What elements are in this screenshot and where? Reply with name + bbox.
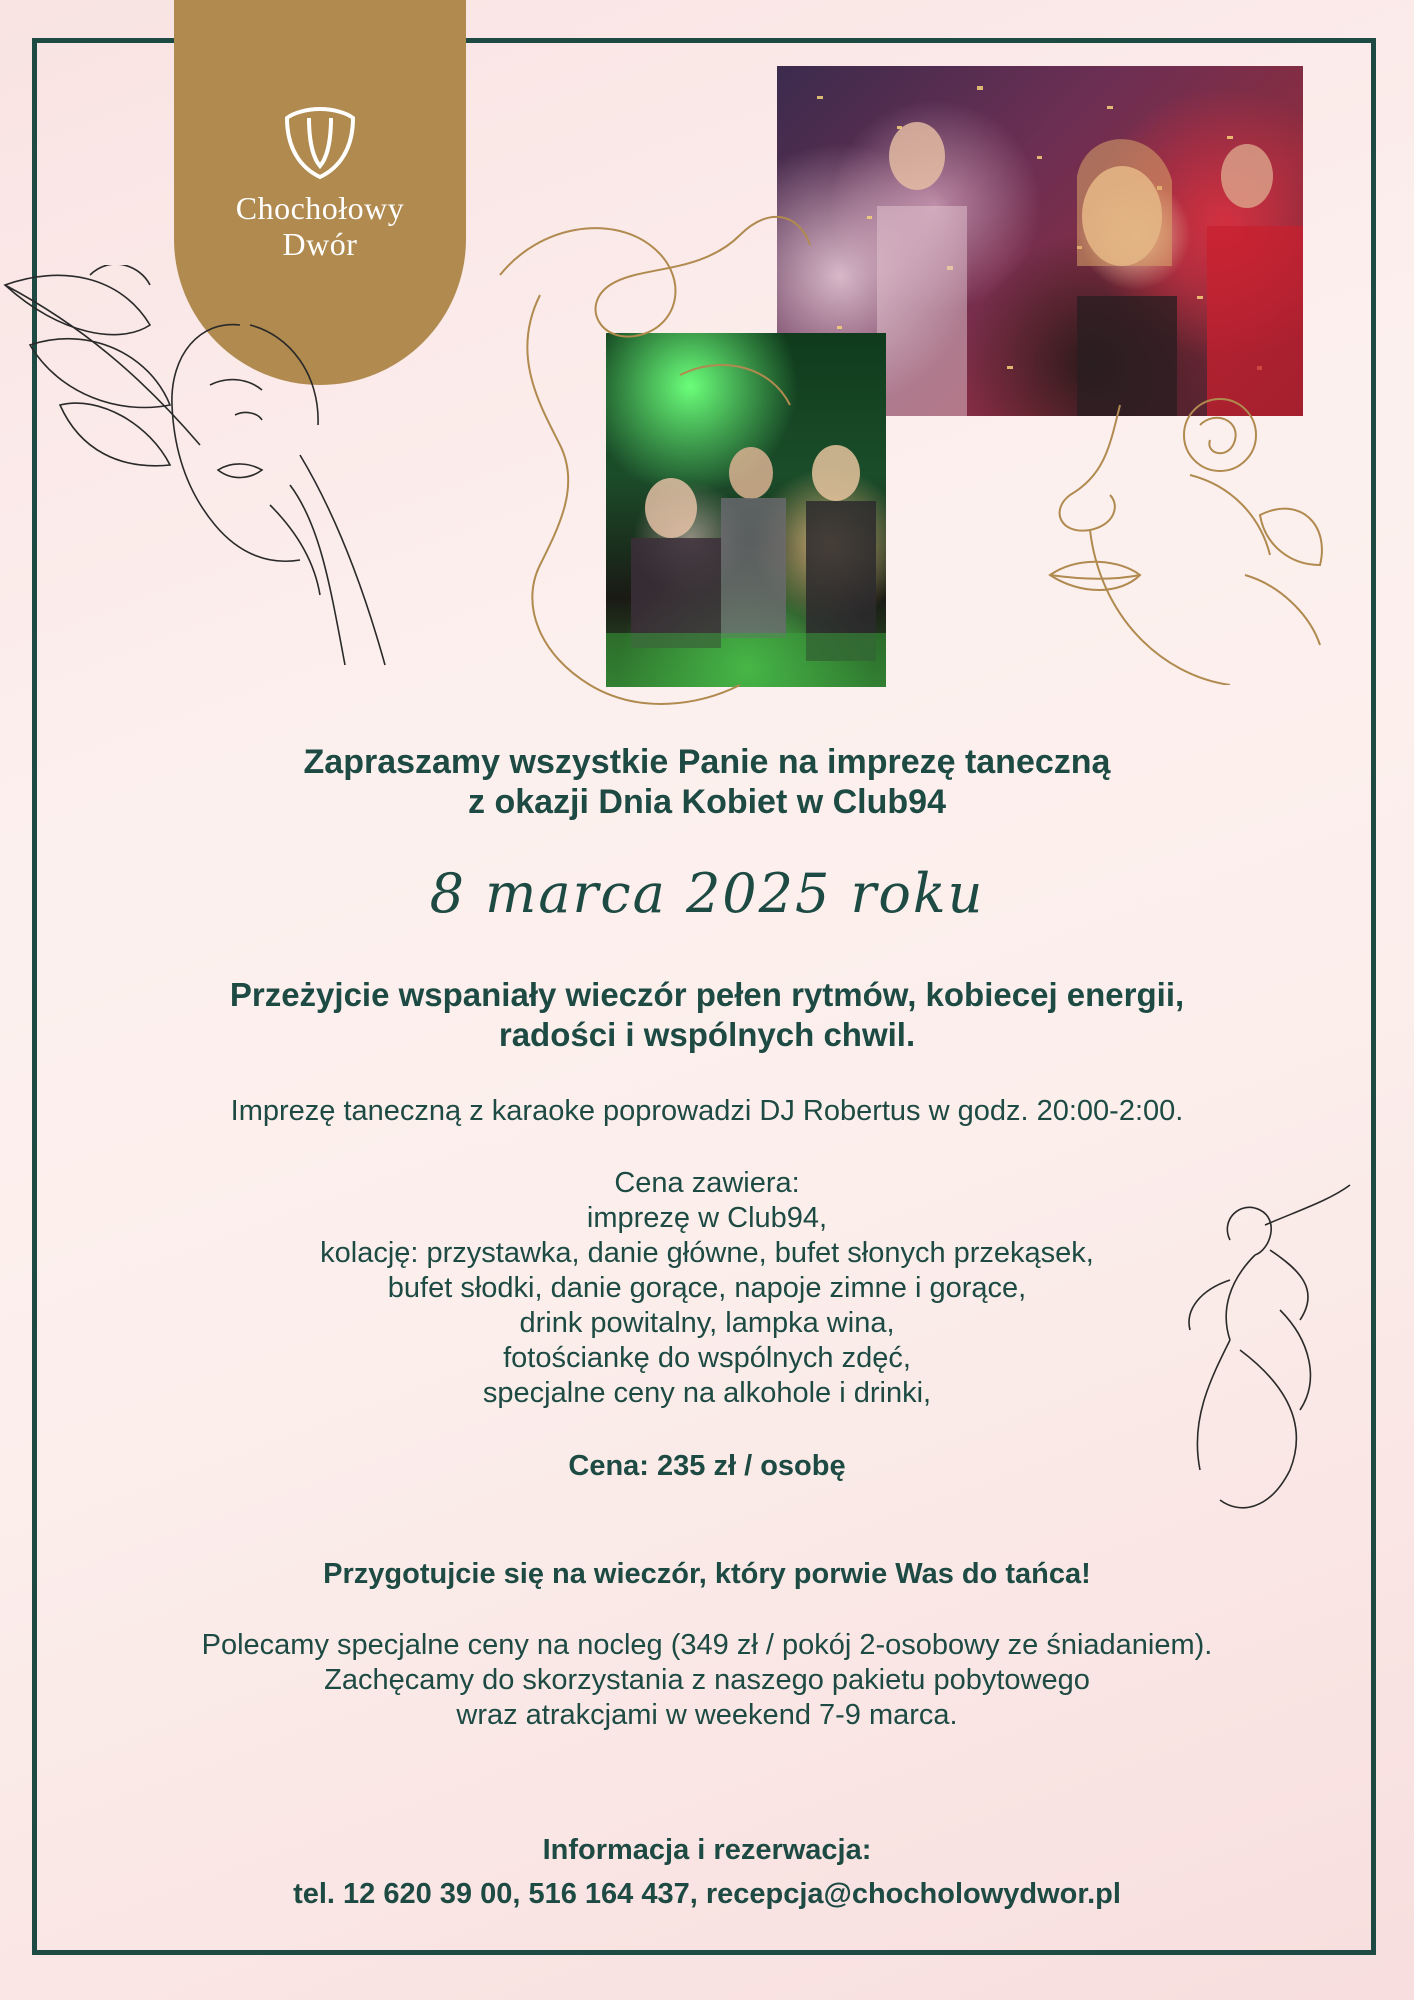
- includes-line: Cena zawiera:: [614, 1167, 800, 1199]
- shield-icon: [279, 104, 361, 182]
- event-date: 8 marca 2025 roku: [429, 862, 985, 925]
- price: Cena: 235 zł / osobę: [568, 1450, 846, 1482]
- includes-line: imprezę w Club94,: [586, 1202, 828, 1234]
- includes-line: specjalne ceny na alkohole i drinki,: [482, 1377, 932, 1409]
- includes-line: drink powitalny, lampka wina,: [519, 1307, 895, 1339]
- includes-line: kolację: przystawka, danie główne, bufet słonych przekąsek,: [320, 1237, 1094, 1269]
- accommodation-offer: [80, 1628, 1334, 1733]
- dj-photo: [606, 333, 886, 687]
- includes-line: fotościankę do wspólnych zdęć,: [503, 1342, 911, 1374]
- contact-title: Informacja i rezerwacja:: [542, 1834, 872, 1866]
- subheadline: Przeżyjcie wspaniały wieczór pełen rytmów, kobiecej energii, radości i wspólnych chwil.: [229, 976, 1185, 1053]
- contact-details[interactable]: tel. 12 620 39 00, 516 164 437, recepcja@chocholowydwor.pl: [293, 1878, 1121, 1910]
- offer-line: Polecamy specjalne ceny na nocleg (349 zł / pokój 2-osobowy ze śniadaniem).: [201, 1629, 1213, 1661]
- price-includes: [80, 1166, 1334, 1411]
- offer-line: wraz atrakcjami w weekend 7-9 marca.: [456, 1699, 958, 1731]
- headline: Zapraszamy wszystkie Panie na imprezę taneczną z okazji Dnia Kobiet w Club94: [303, 743, 1111, 821]
- offer-line: Zachęcamy do skorzystania z naszego pakietu pobytowego: [324, 1664, 1090, 1696]
- invite-line: Przygotujcie się na wieczór, który porwie Was do tańca!: [323, 1558, 1091, 1590]
- dj-info: Imprezę taneczną z karaoke poprowadzi DJ Robertus w godz. 20:00-2:00.: [230, 1095, 1184, 1127]
- includes-line: bufet słodki, danie gorące, napoje zimne i gorące,: [387, 1272, 1027, 1304]
- logo-text: Chochołowy Dwór: [235, 189, 405, 262]
- brand-logo: [174, 0, 466, 385]
